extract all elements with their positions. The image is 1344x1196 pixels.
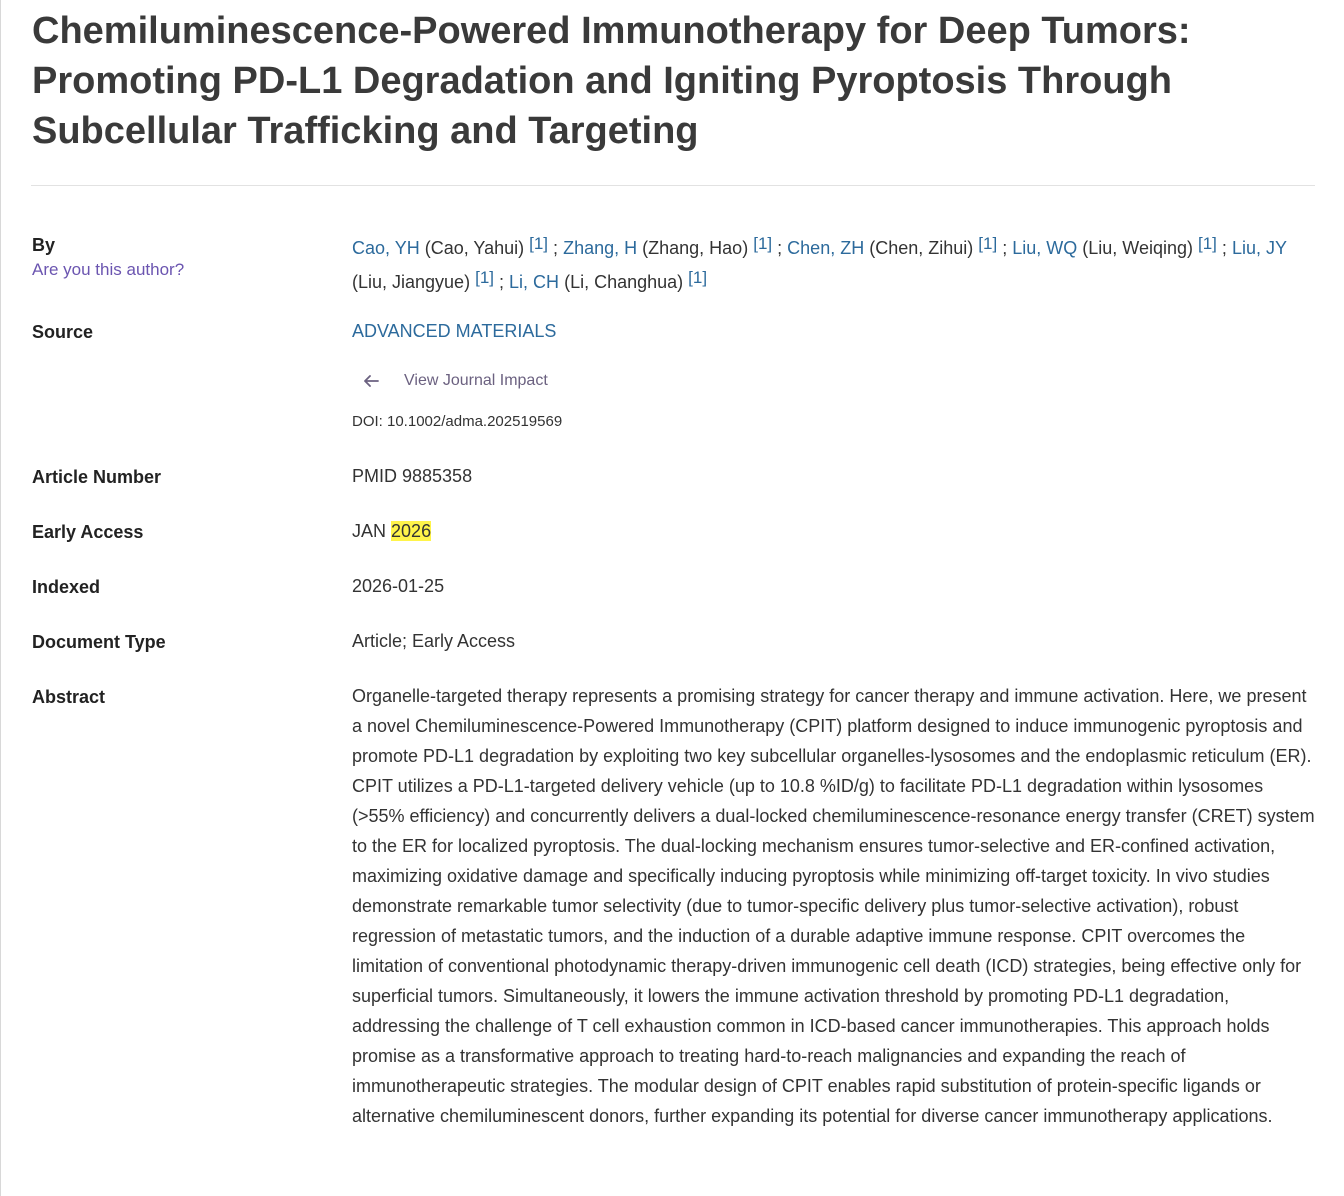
author-link[interactable]: Liu, WQ: [1012, 238, 1078, 258]
affiliation-ref-link[interactable]: [1]: [688, 268, 708, 287]
are-you-this-author-link[interactable]: Are you this author?: [32, 260, 185, 279]
early-access-month: JAN: [352, 521, 387, 541]
author-separator: ;: [777, 238, 783, 258]
article-number-label: Article Number: [32, 467, 162, 487]
affiliation-ref-link[interactable]: [1]: [753, 234, 773, 253]
early-access-value: [352, 516, 431, 546]
source-value: [352, 316, 556, 346]
author-separator: ;: [1002, 238, 1008, 258]
author-entry: [787, 234, 998, 258]
doi-text: DOI: 10.1002/adma.202519569: [352, 413, 563, 430]
abstract-label: Abstract: [32, 687, 106, 707]
affiliation-ref-link[interactable]: [1]: [529, 234, 549, 253]
author-link[interactable]: Liu, JY: [1231, 238, 1287, 258]
author-entry: [509, 268, 708, 292]
author-full-name: (Li, Changhua): [564, 272, 684, 292]
affiliation-ref-link[interactable]: [1]: [475, 268, 494, 287]
author-full-name: (Cao, Yahui): [424, 238, 525, 258]
author-entry: [563, 234, 773, 258]
document-type-label: Document Type: [32, 632, 166, 652]
author-full-name: (Zhang, Hao): [642, 238, 749, 258]
indexed-value: 2026-01-25: [352, 576, 445, 596]
author-link[interactable]: Li, CH: [509, 272, 560, 292]
early-access-label: Early Access: [32, 522, 144, 542]
indexed-label: Indexed: [32, 577, 101, 597]
source-label: Source: [32, 322, 94, 342]
journal-link[interactable]: ADVANCED MATERIALS: [352, 321, 557, 341]
article-title: Chemiluminescence-Powered Immunotherapy for Deep Tumors: Promoting PD-L1 Degradation and Igniting Pyroptosis Through Subcellular Trafficking and Targeting: [32, 10, 1191, 152]
document-type-value: Article; Early Access: [352, 631, 516, 651]
author-full-name: (Liu, Jiangyue): [352, 272, 471, 292]
author-link[interactable]: Zhang, H: [563, 238, 638, 258]
view-journal-impact-label: View Journal Impact: [404, 372, 548, 389]
highlighted-year: 2026: [391, 521, 432, 541]
affiliation-ref-link[interactable]: [1]: [978, 234, 998, 253]
author-separator: ;: [499, 272, 505, 292]
affiliation-ref-link[interactable]: [1]: [1198, 234, 1217, 253]
arrow-left-icon: [362, 373, 380, 389]
author-separator: ;: [553, 238, 559, 258]
author-separator: ;: [1221, 238, 1227, 258]
author-entry: [1012, 234, 1217, 258]
by-label: By: [32, 235, 56, 255]
author-link[interactable]: Cao, YH: [352, 238, 420, 258]
view-journal-impact-button[interactable]: [362, 369, 548, 393]
author-entry: [352, 234, 549, 258]
page-left-border: [0, 0, 1, 1196]
author-list: [352, 229, 1320, 297]
abstract-text: Organelle-targeted therapy represents a promising strategy for cancer therapy and immune activation. Here, we present a novel Chemiluminescence-Powered Immunotherapy (CPIT) platform designed to induce immunogenic pyroptosis and promote PD-L1 degradation by exploiting two key subcellular organelles-lysosomes and the endoplasmic reticulum (ER). CPIT utilizes a PD-L1-targeted delivery vehicle (up to 10.8 %ID/g) to facilitate PD-L1 degradation within lysosomes (>55% efficiency) and concurrently delivers a dual-locked chemiluminescence-resonance energy transfer (CRET) system to the ER for localized pyroptosis. The dual-locking mechanism ensures tumor-selective and ER-confined activation, maximizing oxidative damage and specifically inducing pyroptosis while minimizing off-target toxicity. In vivo studies demonstrate remarkable tumor selectivity (due to tumor-specific delivery plus tumor-selective activation), robust regression of metastatic tumors, and the induction of a durable adaptive immune response. CPIT overcomes the limitation of conventional photodynamic therapy-driven immunogenic cell death (ICD) strategies, being effective only for superficial tumors. Simultaneously, it lowers the immune activation threshold by promoting PD-L1 degradation, addressing the challenge of T cell exhaustion common in ICD-based cancer immunotherapies. This approach holds promise as a transformative approach to treating hard-to-reach malignancies and expanding the reach of immunotherapeutic strategies. The modular design of CPIT enables rapid substitution of protein-specific ligands or alternative chemiluminescent donors, further expanding its potential for diverse cancer immunotherapy applications.: [352, 686, 1315, 1126]
author-link[interactable]: Chen, ZH: [787, 238, 865, 258]
title-divider: [31, 185, 1315, 186]
author-full-name: (Chen, Zihui): [869, 238, 974, 258]
article-number-value: PMID 9885358: [352, 466, 473, 486]
author-full-name: (Liu, Weiqing): [1082, 238, 1193, 258]
